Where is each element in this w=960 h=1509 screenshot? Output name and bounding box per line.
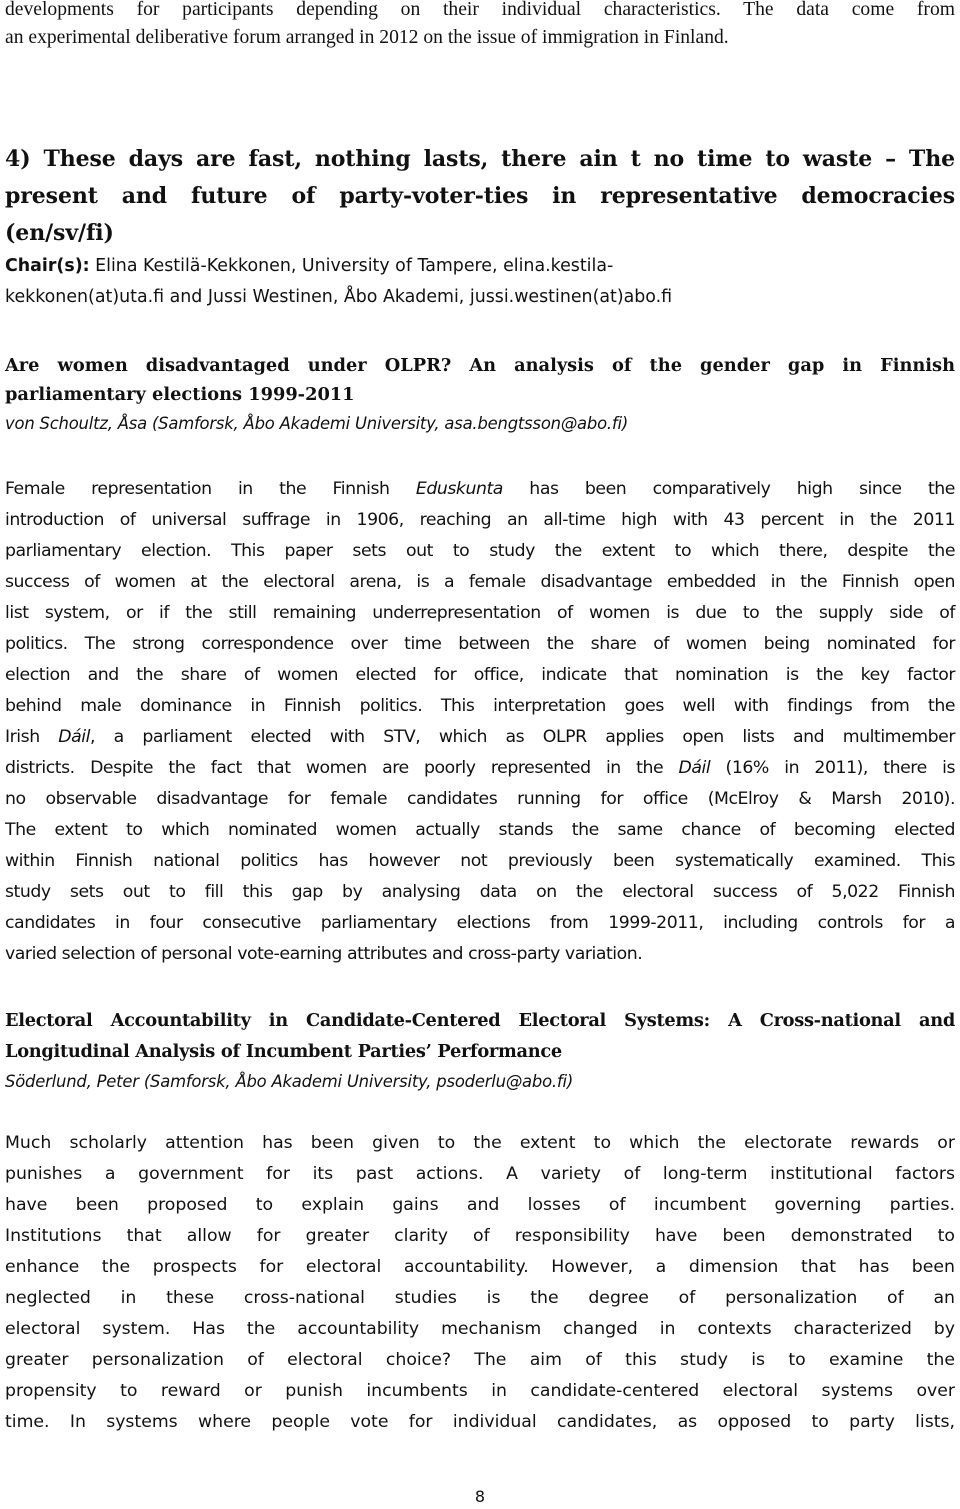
emphasis: Dáil xyxy=(58,727,90,747)
text-line: study sets out to fill this gap by analysing data on the electoral success of 5,022 Finnish xyxy=(5,882,955,902)
session-title-line: present and future of party-voter-ties in representative democracies xyxy=(5,183,955,209)
text-line: election and the share of women elected for office, indicate that nomination is the key factor xyxy=(5,665,955,685)
text-line: developments for participants depending on their individual characteristics. The data come from xyxy=(5,0,955,20)
text-line: greater personalization of electoral choice? The aim of this study is to examine the xyxy=(5,1350,955,1370)
paper-2-abstract xyxy=(5,1128,955,1438)
paper-author: von Schoultz, Åsa (Samforsk, Åbo Akademi University, asa.bengtsson@abo.fi) xyxy=(5,414,629,433)
text-line: varied selection of personal vote-earning attributes and cross-party variation. xyxy=(5,944,643,964)
text-line: have been proposed to explain gains and losses of incumbent governing parties. xyxy=(5,1195,955,1215)
session-title-line: 4) These days are fast, nothing lasts, there ain t no time to waste – The xyxy=(5,146,955,172)
text-line: politics. The strong correspondence over time between the share of women being nominated for xyxy=(5,634,955,654)
text-line: time. In systems where people vote for individual candidates, as opposed to party lists, xyxy=(5,1412,955,1432)
chairs-text: Elina Kestilä-Kekkonen, University of Tampere, elina.kestila- xyxy=(89,256,614,276)
text-line: The extent to which nominated women actually stands the same chance of becoming elected xyxy=(5,820,955,840)
text-line: within Finnish national politics has however not previously been systematically examined. This xyxy=(5,851,955,871)
intro-paragraph xyxy=(5,0,955,52)
text-line: parliamentary election. This paper sets out to study the extent to which there, despite the xyxy=(5,541,955,561)
paper-1 xyxy=(5,351,955,439)
text-line: no observable disadvantage for female candidates running for office (McElroy & Marsh 2010). xyxy=(5,789,955,809)
text-line: districts. Despite the fact that women are poorly represented in the Dáil (16% in 2011), there is xyxy=(5,758,956,778)
page-number: 8 xyxy=(474,1487,486,1506)
text-line: success of women at the electoral arena, is a female disadvantage embedded in the Finnish open xyxy=(5,572,955,592)
session-heading xyxy=(5,141,955,252)
text-line: Institutions that allow for greater clarity of responsibility have been demonstrated to xyxy=(5,1226,955,1246)
chairs-text: kekkonen(at)uta.fi and Jussi Westinen, Åbo Akademi, jussi.westinen(at)abo.fi xyxy=(5,287,673,307)
text-line: enhance the prospects for electoral accountability. However, a dimension that has been xyxy=(5,1257,955,1277)
paper-1-abstract xyxy=(5,474,955,970)
text-line: Female representation in the Finnish Eduskunta has been comparatively high since the xyxy=(5,479,955,499)
text-line: candidates in four consecutive parliamentary elections from 1999-2011, including controls for a xyxy=(5,913,955,933)
paper-title: Are women disadvantaged under OLPR? An analysis of the gender gap in Finnish parliamentary elections 1999-2011 xyxy=(5,355,955,405)
text-line: punishes a government for its past actions. A variety of long-term institutional factors xyxy=(5,1164,955,1184)
session-title-line: (en/sv/fi) xyxy=(5,220,114,246)
text-line: Much scholarly attention has been given to the extent to which the electorate rewards or xyxy=(5,1133,955,1153)
paper-author: Söderlund, Peter (Samforsk, Åbo Akademi University, psoderlu@abo.fi) xyxy=(5,1072,574,1091)
text-line: neglected in these cross-national studies is the degree of personalization of an xyxy=(5,1288,955,1308)
emphasis: Dáil xyxy=(678,758,711,778)
paper-title: Electoral Accountability in Candidate-Centered Electoral Systems: A Cross-national and Longitudinal Analysis of Incumbent Parties’ Performance xyxy=(5,1010,955,1062)
document-page xyxy=(5,0,955,1509)
emphasis: Eduskunta xyxy=(415,479,503,499)
text-line: propensity to reward or punish incumbents in candidate-centered electoral systems over xyxy=(5,1381,955,1401)
chairs-label: Chair(s): xyxy=(5,256,90,276)
text-line: an experimental deliberative forum arranged in 2012 on the issue of immigration in Finland. xyxy=(5,27,729,48)
text-line: behind male dominance in Finnish politics. This interpretation goes well with findings from the xyxy=(5,696,955,716)
text-line: electoral system. Has the accountability mechanism changed in contexts characterized by xyxy=(5,1319,955,1339)
session-chairs xyxy=(5,251,955,313)
paper-2 xyxy=(5,1005,955,1097)
text-line: introduction of universal suffrage in 1906, reaching an all-time high with 43 percent in the 2011 xyxy=(5,510,955,530)
text-line: Irish Dáil, a parliament elected with STV, which as OLPR applies open lists and multimember xyxy=(5,727,955,747)
text-line: list system, or if the still remaining underrepresentation of women is due to the supply side of xyxy=(5,603,955,623)
